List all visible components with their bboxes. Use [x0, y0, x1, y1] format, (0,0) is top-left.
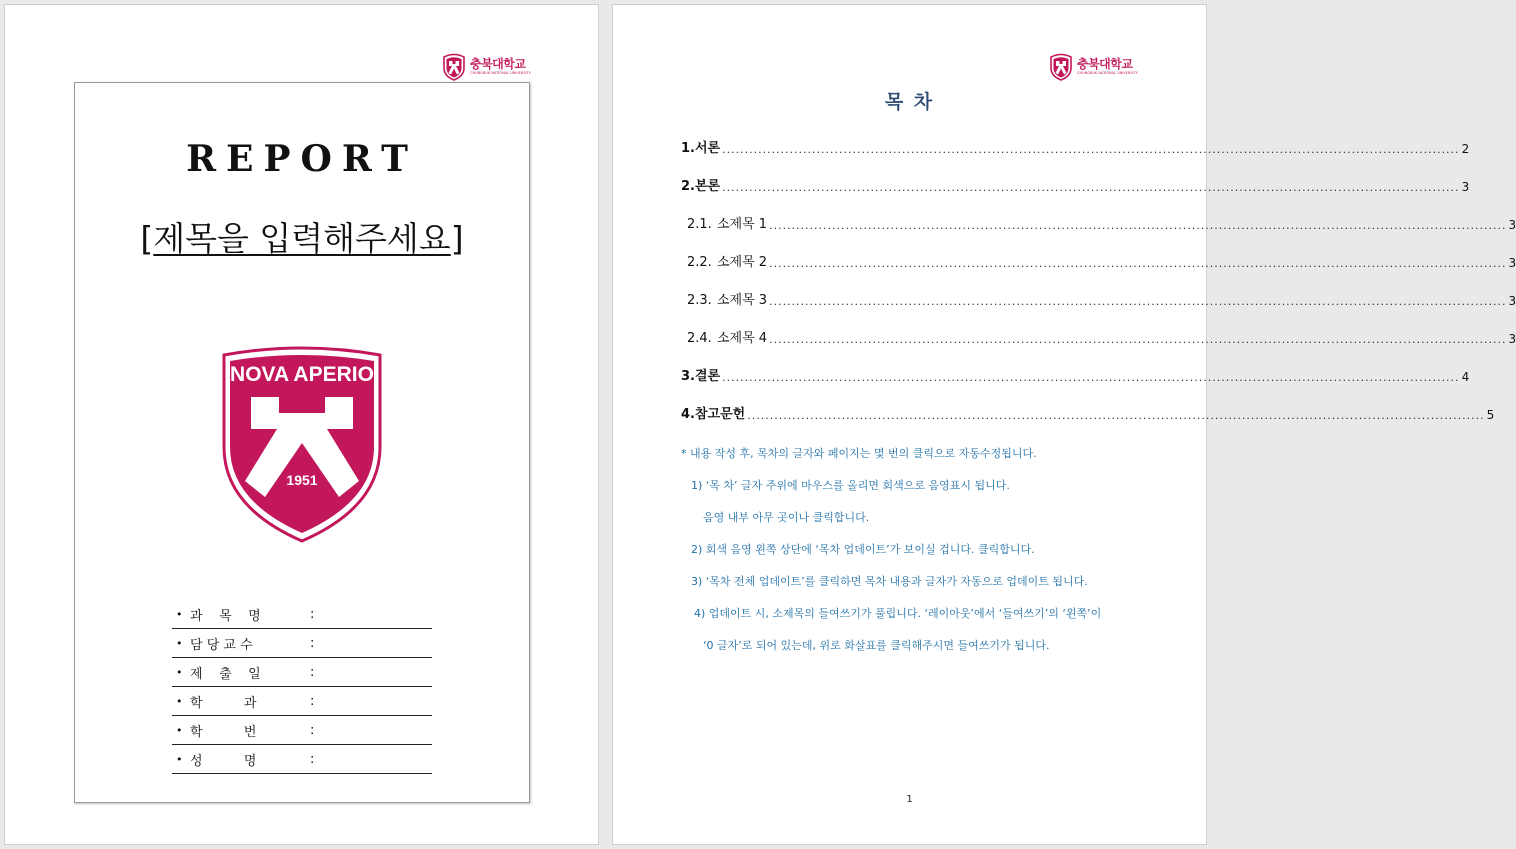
info-row-department[interactable]: [172, 687, 432, 716]
instruction-step: 1) ‘목 차’ 글자 주위에 마우스를 올리면 회색으로 음영표시 됩니다.: [691, 479, 1010, 492]
header-logo: [442, 53, 531, 81]
instruction-step: 4) 업데이트 시, 소제목의 들여쓰기가 풀립니다. ‘레이아웃’에서 ‘들여쓰기’의 ‘왼쪽’이: [694, 607, 1102, 620]
subject-title[interactable]: [75, 213, 529, 260]
info-row-student-id[interactable]: [172, 716, 432, 745]
subject-placeholder[interactable]: 제목을 입력해주세요: [153, 219, 451, 258]
toc-leader: ....................................................................................................................................................................: [722, 181, 1460, 194]
toc-instructions: [681, 445, 1141, 669]
info-label: 담 당 교 수: [190, 637, 253, 653]
toc-leader: ....................................................................................................................................................................: [722, 371, 1460, 384]
toc-number: 2.: [681, 179, 695, 194]
toc-page-number: 3: [1508, 218, 1516, 232]
info-label: 학 과: [190, 695, 257, 711]
header-logo-name: 충북대학교: [470, 57, 526, 72]
toc-entry-sub-1[interactable]: [681, 194, 1516, 232]
toc-page-number: 3: [1508, 294, 1516, 308]
cover-page: [4, 4, 599, 845]
info-label: 학 번: [190, 724, 257, 740]
toc-title: 소제목 3: [717, 293, 768, 308]
info-row-professor[interactable]: [172, 629, 432, 658]
toc-number: 2.4.: [687, 331, 712, 346]
info-label: 성 명: [190, 753, 257, 769]
university-emblem-icon: [442, 53, 466, 81]
header-logo: [1049, 53, 1138, 81]
toc-leader: ....................................................................................................................................................................: [769, 257, 1507, 270]
info-row-name[interactable]: [172, 745, 432, 774]
info-row-course[interactable]: [172, 600, 432, 629]
bullet: •: [176, 636, 183, 650]
toc-entry-intro[interactable]: [681, 118, 1470, 156]
university-shield-icon: [221, 347, 383, 543]
toc-heading[interactable]: 목 차: [884, 91, 935, 113]
bullet: •: [176, 723, 183, 737]
toc-page-number: 3: [1508, 332, 1516, 346]
toc-entry-body[interactable]: [681, 156, 1470, 194]
info-label: 과 목 명: [190, 608, 261, 624]
header-logo-name-en: CHUNGBUK NATIONAL UNIVERSITY: [1077, 71, 1138, 76]
toc-page-number: 3: [1508, 256, 1516, 270]
toc-title: 소제목 4: [717, 331, 768, 346]
university-emblem: [221, 347, 383, 547]
toc-number: 1.: [681, 141, 695, 156]
info-label: 제 출 일: [190, 666, 261, 682]
instruction-step: 음영 내부 아무 곳이나 클릭합니다.: [703, 511, 870, 524]
subject-bracket-close: ]: [450, 219, 464, 258]
page-number: 1: [906, 794, 913, 805]
toc-leader: ....................................................................................................................................................................: [769, 333, 1507, 346]
cover-frame: [74, 82, 530, 803]
toc-title: 소제목 2: [717, 255, 768, 270]
header-logo-name: 충북대학교: [1077, 57, 1133, 72]
info-colon: :: [310, 635, 315, 651]
toc-entry-sub-3[interactable]: [681, 270, 1516, 308]
info-colon: :: [310, 693, 315, 709]
toc-page: [612, 4, 1516, 845]
toc-entry-conclusion[interactable]: [681, 346, 1470, 384]
emblem-motto: NOVA APERIO: [230, 363, 374, 386]
toc-list: [681, 118, 1516, 422]
toc-entry-sub-4[interactable]: [681, 308, 1516, 346]
info-colon: :: [310, 606, 315, 622]
toc-page-number: 4: [1461, 370, 1470, 384]
instruction-step: 3) ‘목차 전체 업데이트’를 클릭하면 목차 내용과 글자가 자동으로 업데이트 됩니다.: [691, 575, 1088, 588]
info-colon: :: [310, 664, 315, 680]
instruction-step: 2) 회색 음영 왼쪽 상단에 ‘목차 업데이트’가 보이실 겁니다. 클릭합니다.: [691, 543, 1035, 556]
toc-number: 2.2.: [687, 255, 712, 270]
bullet: •: [176, 665, 183, 679]
emblem-year: 1951: [286, 472, 318, 488]
toc-title: 결론: [694, 369, 721, 384]
toc-entry-references[interactable]: [681, 384, 1495, 422]
info-row-date[interactable]: [172, 658, 432, 687]
toc-page-number: 5: [1486, 408, 1495, 422]
header-logo-name-en: CHUNGBUK NATIONAL UNIVERSITY: [470, 71, 531, 76]
subject-bracket-open: [: [140, 219, 154, 258]
info-list: [172, 600, 432, 774]
toc-title: 소제목 1: [717, 217, 768, 232]
toc-leader: ....................................................................................................................................................................: [769, 219, 1507, 232]
bullet: •: [176, 607, 183, 621]
toc-leader: ....................................................................................................................................................................: [722, 143, 1460, 156]
bullet: •: [176, 694, 183, 708]
info-colon: :: [310, 751, 315, 767]
toc-page-number: 3: [1461, 180, 1470, 194]
toc-number: 2.3.: [687, 293, 712, 308]
report-title: REPORT: [186, 138, 418, 180]
toc-leader: ....................................................................................................................................................................: [747, 409, 1485, 422]
university-emblem-icon: [1049, 53, 1073, 81]
instruction-step: ‘0 글자’로 되어 있는데, 위로 화살표를 클릭해주시면 들여쓰기가 됩니다.: [703, 639, 1050, 652]
toc-page-number: 2: [1461, 142, 1470, 156]
toc-number: 3.: [681, 369, 695, 384]
toc-title: 본론: [694, 179, 721, 194]
toc-entry-sub-2[interactable]: [681, 232, 1516, 270]
info-colon: :: [310, 722, 315, 738]
toc-number: 2.1.: [687, 217, 712, 232]
toc-title: 참고문헌: [694, 407, 746, 422]
toc-title: 서론: [694, 141, 721, 156]
bullet: •: [176, 752, 183, 766]
toc-leader: ....................................................................................................................................................................: [769, 295, 1507, 308]
instruction-note: * 내용 작성 후, 목차의 글자와 페이지는 몇 번의 클릭으로 자동수정됩니다.: [681, 447, 1037, 460]
toc-number: 4.: [681, 407, 695, 422]
